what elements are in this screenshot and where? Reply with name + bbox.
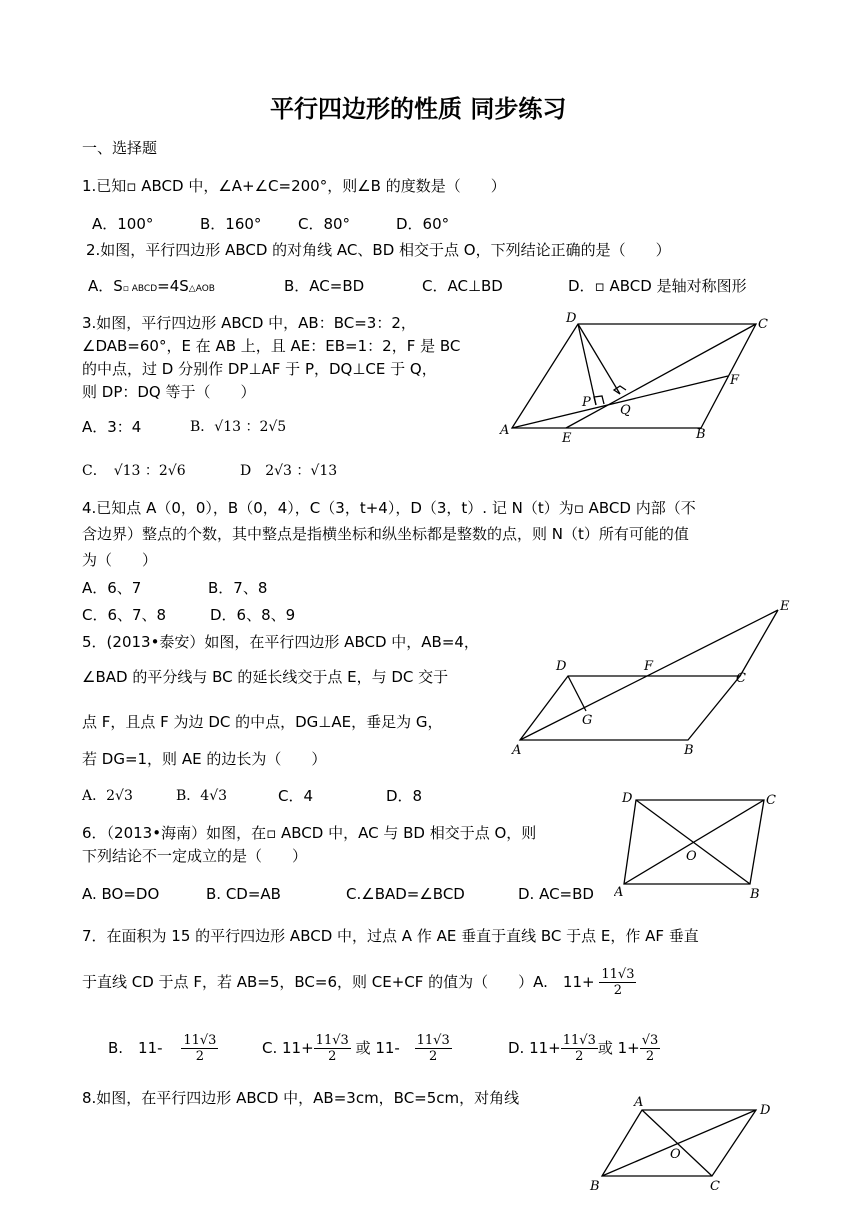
q3-line-2: ∠DAB=60°，E 在 AB 上，且 AE：EB=1：2，F 是 BC <box>82 337 461 355</box>
q7-option-d <box>508 1028 660 1068</box>
q3-right-angle-p <box>594 396 604 405</box>
q2-option-a-mid: =4S <box>157 277 189 295</box>
q6-line-2: 下列结论不一定成立的是（ ） <box>82 847 308 865</box>
q7-option-b-fraction <box>181 1033 218 1064</box>
q3-label-d: D <box>566 311 577 326</box>
q1-option-a: A．100° <box>92 215 154 233</box>
q5-line-3: 点 F，且点 F 为边 DC 的中点，DG⊥AE，垂足为 G， <box>82 713 443 731</box>
q6-label-d: D <box>622 791 633 806</box>
q3-option-b: B．√13 ：2√5 <box>190 419 287 435</box>
q3-line-dp <box>578 324 596 405</box>
q4-line-1: 4.已知点 A（0，0），B（0，4），C（3，t+4），D（3，t）. 记 N（t）为▫ ABCD 内部（不 <box>82 499 696 517</box>
q5-line-2: ∠BAD 的平分线与 BC 的延长线交于点 E，与 DC 交于 <box>82 668 449 686</box>
q3-line-1: 3.如图，平行四边形 ABCD 中，AB：BC=3：2， <box>82 314 416 332</box>
q7-option-c-fraction-2 <box>415 1033 452 1064</box>
q8-label-b: B <box>590 1179 600 1194</box>
q5-label-g: G <box>582 713 593 728</box>
q7-frac-den: 2 <box>613 983 623 998</box>
q5-line-4: 若 DG=1，则 AE 的边长为（ ） <box>82 750 327 768</box>
page-title: 平行四边形的性质 同步练习 <box>270 94 567 123</box>
q3-label-p: P <box>582 395 591 410</box>
q4-line-3: 为（ ） <box>82 551 158 569</box>
q8-diagonal-bd <box>602 1110 756 1176</box>
q7-c-frac1-den: 2 <box>328 1049 337 1064</box>
q5-line-1: 5．(2013•泰安）如图，在平行四边形 ABCD 中，AB=4， <box>82 633 479 651</box>
q6-label-c: C <box>766 793 776 808</box>
q2-option-a-sub2: △AOB <box>188 284 215 294</box>
q1-option-d: D．60° <box>396 215 450 233</box>
q2-option-a-sub1: ▫ ABCD <box>122 284 158 294</box>
q7-option-d-mid: 或 1+ <box>597 1039 640 1057</box>
q5-parallelogram <box>520 676 740 740</box>
q5-figure <box>508 596 798 762</box>
q6-label-a: A <box>614 885 624 900</box>
q6-figure <box>614 786 786 900</box>
q5-label-c: C <box>736 671 746 686</box>
q5-label-d: D <box>556 659 567 674</box>
q7-d-frac2-den: 2 <box>645 1049 655 1064</box>
q6-label-o: O <box>686 849 697 864</box>
q4-line-2: 含边界）整点的个数，其中整点是指横坐标和纵坐标都是整数的点，则 N（t）所有可能的值 <box>82 525 689 543</box>
q4-option-a: A．6、7 <box>82 579 142 597</box>
q7-option-c-mid: 或 11- <box>355 1039 400 1057</box>
q4-option-c: C．6、7、8 <box>82 606 167 624</box>
q8-label-d: D <box>760 1103 771 1118</box>
q2-option-c: C．AC⊥BD <box>422 277 503 295</box>
q7-d-frac1-den: 2 <box>575 1049 584 1064</box>
q8-figure <box>586 1090 782 1200</box>
q7-option-b <box>108 1028 218 1068</box>
q3-label-e: E <box>562 431 572 446</box>
q4-option-b: B．7、8 <box>208 579 268 597</box>
q5-option-d: D．8 <box>386 787 423 805</box>
q7-line-2-text: 于直线 CD 于点 F，若 AB=5，BC=6，则 CE+CF 的值为（ ）A. 11+ <box>82 973 595 991</box>
q5-label-a: A <box>512 743 522 758</box>
q7-line-2 <box>82 962 636 1002</box>
q8-stem: 8.如图，在平行四边形 ABCD 中，AB=3cm，BC=5cm，对角线 <box>82 1089 520 1107</box>
q7-c-frac2-den: 2 <box>429 1049 438 1064</box>
q7-b-frac-den: 2 <box>195 1049 205 1064</box>
q7-option-b-text: B. 11- <box>108 1039 163 1057</box>
q2-option-a-prefix: A．S <box>88 277 123 295</box>
q8-label-c: C <box>710 1179 720 1194</box>
q7-option-a-fraction <box>599 967 636 998</box>
q6-diagonal-bd <box>636 800 750 884</box>
q3-figure <box>496 306 786 446</box>
q2-option-a <box>88 276 215 299</box>
q3-label-q: Q <box>620 403 631 418</box>
q3-line-af <box>512 376 728 428</box>
q8-label-o: O <box>670 1147 681 1162</box>
q7-d-frac2-num: √3 <box>641 1033 659 1048</box>
q7-option-d-fraction-2 <box>640 1033 661 1064</box>
q2-option-b: B．AC=BD <box>284 277 365 295</box>
q6-option-b: B. CD=AB <box>206 885 281 903</box>
q2-option-d: D．▫ ABCD 是轴对称图形 <box>568 277 747 295</box>
q1-option-b: B．160° <box>200 215 262 233</box>
q7-option-d-fraction-1 <box>561 1033 598 1064</box>
q3-label-f: F <box>730 373 740 388</box>
q6-line-1: 6．（2013•海南）如图，在▫ ABCD 中，AC 与 BD 相交于点 O，则 <box>82 824 537 842</box>
q5-label-b: B <box>684 743 694 758</box>
q3-option-d: D 2√3 ：√13 <box>240 463 338 479</box>
q3-label-b: B <box>696 427 706 442</box>
q5-option-a: A．2√3 <box>82 788 133 804</box>
q5-option-c: C．4 <box>278 787 314 805</box>
q3-option-a: A．3：4 <box>82 418 142 436</box>
q3-parallelogram <box>512 324 756 428</box>
q6-option-c: C.∠BAD=∠BCD <box>346 885 465 903</box>
q7-c-frac2-num: 11√3 <box>416 1033 450 1048</box>
section-heading: 一、选择题 <box>82 139 158 157</box>
q6-option-d: D. AC=BD <box>518 885 594 903</box>
q3-line-3: 的中点，过 D 分别作 DP⊥AF 于 P，DQ⊥CE 于 Q， <box>82 360 437 378</box>
q7-option-d-prefix: D. 11+ <box>508 1039 561 1057</box>
q5-label-e: E <box>780 599 790 614</box>
q7-option-c-fraction-1 <box>314 1033 351 1064</box>
q4-option-d: D．6、8、9 <box>210 606 296 624</box>
q1-option-c: C．80° <box>298 215 351 233</box>
q7-b-frac-num: 11√3 <box>183 1033 217 1048</box>
q7-option-c <box>262 1028 452 1068</box>
q5-option-b: B．4√3 <box>176 788 228 804</box>
q2-stem: 2.如图，平行四边形 ABCD 的对角线 AC、BD 相交于点 O，下列结论正确的是（ ） <box>86 241 671 259</box>
q7-c-frac1-num: 11√3 <box>315 1033 349 1048</box>
q6-label-b: B <box>750 887 760 900</box>
q6-option-a: A. BO=DO <box>82 885 160 903</box>
q1-stem: 1.已知▫ ABCD 中，∠A+∠C=200°，则∠B 的度数是（ ） <box>82 177 506 195</box>
q7-line-1: 7．在面积为 15 的平行四边形 ABCD 中，过点 A 作 AE 垂直于直线 BC 于点 E，作 AF 垂直 <box>82 927 699 945</box>
q3-option-c: C． √13 ：2√6 <box>82 463 186 479</box>
q3-line-4: 则 DP：DQ 等于（ ） <box>82 383 256 401</box>
q8-diagonal-ac <box>642 1110 712 1176</box>
q7-option-c-prefix: C. 11+ <box>262 1039 314 1057</box>
q5-line-dg <box>568 676 586 711</box>
q7-d-frac1-num: 11√3 <box>562 1033 596 1048</box>
q3-label-c: C <box>758 317 768 332</box>
q3-label-a: A <box>500 423 510 438</box>
q8-label-a: A <box>634 1095 644 1110</box>
q3-line-dq <box>578 324 620 394</box>
q5-label-f: F <box>644 659 654 674</box>
q7-frac-num: 11√3 <box>601 967 635 982</box>
